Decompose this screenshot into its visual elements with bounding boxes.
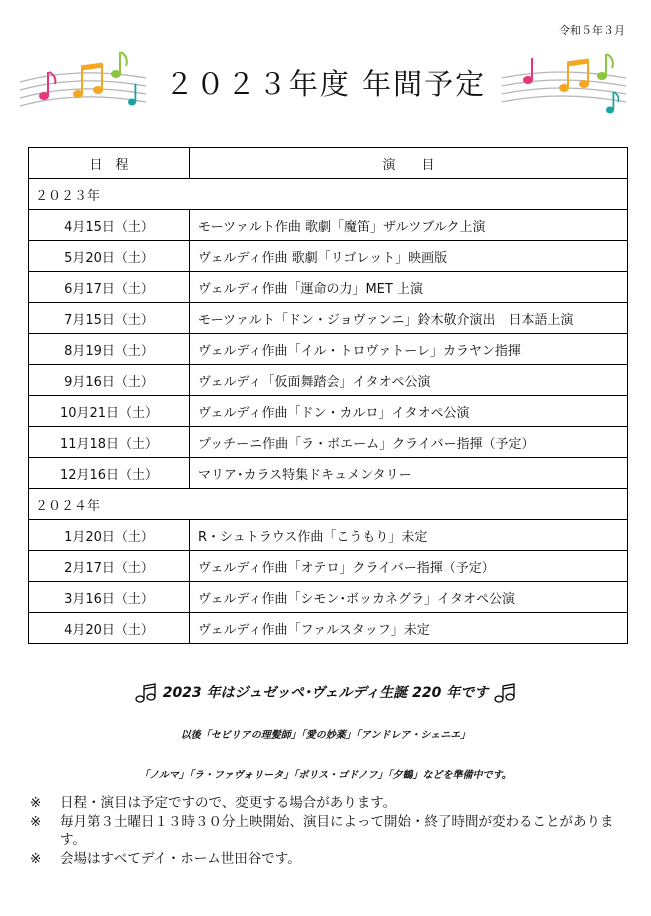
row-date: 3月16日（土）	[29, 582, 190, 613]
remark-mark: ※	[30, 795, 42, 811]
table-row	[29, 551, 628, 582]
row-date: 11月18日（土）	[29, 427, 190, 458]
row-program: ヴェルディ作曲「運命の力」MET 上演	[190, 272, 628, 303]
year-label: ２０２３年	[29, 179, 628, 210]
row-program: ヴェルディ作曲「シモン･ボッカネグラ」イタオペ公演	[190, 582, 628, 613]
row-program: モーツァルト「ドン・ジョヴァンニ」鈴木敬介演出 日本語上演	[190, 303, 628, 334]
remarks-list	[30, 794, 630, 868]
table-row	[29, 303, 628, 334]
remark-mark: ※	[30, 850, 42, 867]
upcoming-works-line-2: 「ノルマ」「ラ・ファヴォリータ」「ボリス・ゴドノフ」「夕鶴」などを準備中です。	[139, 770, 512, 781]
year-row	[29, 489, 628, 520]
column-header-program: 演 目	[190, 148, 628, 179]
row-date: 8月19日（土）	[29, 334, 190, 365]
row-program: ヴェルディ「仮面舞踏会」イタオペ公演	[190, 365, 628, 396]
schedule-table	[28, 147, 628, 644]
column-header-date: 日 程	[29, 148, 190, 179]
year-row	[29, 179, 628, 210]
table-row	[29, 210, 628, 241]
page-title: ２０２３年度 年間予定	[164, 67, 487, 101]
table-row	[29, 365, 628, 396]
remark-item	[30, 850, 630, 869]
anniversary-notice	[0, 682, 651, 703]
upcoming-works-line-1: 以後「セビリアの理髪師」「愛の妙薬」「アンドレア・シェニエ」	[180, 730, 471, 741]
row-program: ヴェルディ作曲「イル・トロヴァトーレ」カラヤン指揮	[190, 334, 628, 365]
table-row	[29, 396, 628, 427]
notice-headline: 2023 年はジュゼッペ･ヴェルディ生誕 220 年です	[162, 685, 489, 701]
row-date: 7月15日（土）	[29, 303, 190, 334]
row-date: 9月16日（土）	[29, 365, 190, 396]
row-date: 5月20日（土）	[29, 241, 190, 272]
table-row	[29, 272, 628, 303]
table-row	[29, 613, 628, 644]
row-date: 2月17日（土）	[29, 551, 190, 582]
table-row	[29, 520, 628, 551]
row-program: ヴェルディ作曲 歌劇「リゴレット」映画版	[190, 241, 628, 272]
table-row	[29, 334, 628, 365]
remark-item	[30, 794, 630, 813]
row-program: ヴェルディ作曲「ドン・カルロ」イタオペ公演	[190, 396, 628, 427]
remark-text: 日程・演目は予定ですので、変更する場合があります。	[60, 795, 397, 811]
row-date: 12月16日（土）	[29, 458, 190, 489]
double-eighth-note-icon	[135, 683, 157, 703]
row-program: ヴェルディ作曲「ファルスタッフ」未定	[190, 613, 628, 644]
remark-text: 会場はすべてデイ・ホーム世田谷です。	[60, 850, 301, 867]
row-date: 10月21日（土）	[29, 396, 190, 427]
remark-item	[30, 813, 630, 850]
row-program: ヴェルディ作曲「オテロ」クライバー指揮（予定）	[190, 551, 628, 582]
row-date: 1月20日（土）	[29, 520, 190, 551]
table-row	[29, 427, 628, 458]
table-row	[29, 458, 628, 489]
remark-text: 毎月第３土曜日１３時３０分上映開始、演目によって開始・終了時間が変わることがあります。	[60, 813, 614, 848]
remark-mark: ※	[30, 813, 42, 830]
table-row	[29, 241, 628, 272]
row-program: プッチーニ作曲「ラ・ボエーム」クライバー指揮（予定）	[190, 427, 628, 458]
row-date: 4月15日（土）	[29, 210, 190, 241]
row-program: モーツァルト作曲 歌劇「魔笛」ザルツブルク上演	[190, 210, 628, 241]
row-date: 4月20日（土）	[29, 613, 190, 644]
double-eighth-note-icon	[494, 683, 516, 703]
table-header-row	[29, 148, 628, 179]
year-label: ２０２４年	[29, 489, 628, 520]
row-date: 6月17日（土）	[29, 272, 190, 303]
issue-date: 令和５年３月	[559, 24, 625, 37]
row-program: マリア･カラス特集ドキュメンタリー	[190, 458, 628, 489]
table-row	[29, 582, 628, 613]
row-program: R・シュトラウス作曲「こうもり」未定	[190, 520, 628, 551]
